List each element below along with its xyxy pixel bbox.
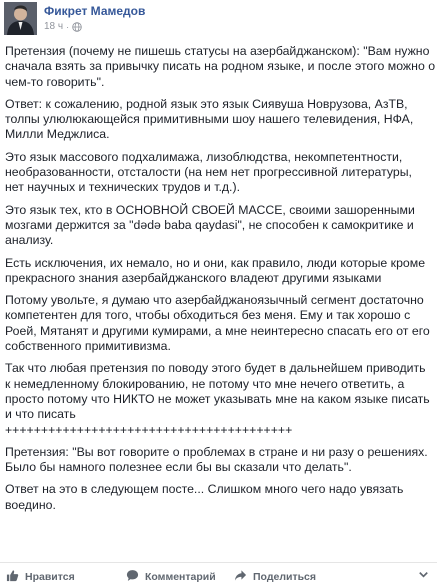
post-text-line: ++++++++++++++++++++++++++++++++++++++++	[5, 422, 293, 437]
post-text-line: Ответ: к сожалению, родной язык это язык Сиявуша Новрузова, АзТВ,	[5, 96, 408, 111]
comment-label: Комментарий	[145, 571, 216, 583]
post-text-line: воедино.	[5, 497, 56, 512]
post-text-line: и что писать	[5, 407, 76, 422]
post-paragraph	[5, 203, 437, 249]
post-text-line: мозгами держится за "dədə baba qaydasi", не способен к самокритике и	[5, 217, 414, 232]
post-text-line: Это язык массового подхалимажа, лизоблюдства, некомпетентности,	[5, 149, 403, 164]
avatar[interactable]	[4, 2, 37, 35]
post-body	[5, 44, 437, 520]
share-label: Поделиться	[253, 571, 317, 583]
post-paragraph	[5, 97, 437, 143]
post-text-line: Ответ на это в следующем посте... Слишком много чего надо увязать	[5, 482, 404, 497]
post-text-line: Претензия: "Вы вот говорите о проблемах в стране и ни разу о решениях.	[5, 444, 428, 459]
post-paragraph	[5, 293, 437, 354]
post-text-line: необразованности, отсталости (на нем нет прогрессивной литературы,	[5, 165, 412, 180]
post-text-line: Так что любая претензия по поводу этого будет в дальнейшем приводить	[5, 361, 426, 376]
comment-icon	[126, 569, 139, 585]
post-meta	[44, 21, 82, 32]
post-time[interactable]: 18 ч	[44, 21, 64, 32]
post-text-line: сначала взять за привычку писать на родном языке, и после этого можно о	[5, 59, 436, 74]
action-bar	[0, 562, 437, 588]
like-button[interactable]	[6, 569, 75, 585]
audience-menu-button[interactable]	[417, 568, 430, 584]
post-paragraph	[5, 361, 437, 437]
post-text-line: Милли Меджлиса.	[5, 127, 110, 142]
separator-dot: ·	[66, 21, 70, 32]
post-text-line: Претензия (почему не пишешь статусы на азербайджанском): "Вам нужно	[5, 44, 430, 58]
post-text-line: анализу.	[5, 233, 54, 248]
post-paragraph	[5, 482, 437, 513]
globe-icon	[72, 22, 82, 32]
post-text-line: собственного примитивизма.	[5, 339, 171, 354]
author-name[interactable]: Фикрет Мамедов	[44, 4, 146, 18]
post-text-line: Было бы намного полезнее если бы вы сказали что делать".	[5, 460, 352, 475]
post-paragraph	[5, 44, 437, 90]
post-text-line: Это язык тех, кто в ОСНОВНОЙ СВОЕЙ МАССЕ, своими зашоренными	[5, 202, 415, 217]
post-text-line: Есть исключения, их немало, но и они, как правило, люди которые кроме	[5, 255, 426, 270]
thumbs-up-icon	[6, 569, 19, 585]
post-text-line: компетентен для того, чтобы обходиться без меня. Ему и так хорошо с	[5, 308, 411, 323]
post-paragraph	[5, 256, 437, 287]
post-header	[0, 0, 437, 40]
chevron-down-icon	[417, 568, 430, 584]
share-arrow-icon	[234, 569, 247, 585]
post-paragraph	[5, 445, 437, 476]
post-text-line: к немедленному блокированию, не потому что мне нечего ответить, а	[5, 376, 405, 391]
comment-button[interactable]	[126, 569, 216, 585]
post-text-line: просто потому что НИКТО не может указывать мне на каком языке писать	[5, 391, 430, 406]
like-label: Нравится	[25, 571, 75, 583]
post-text-line: толпы улюлюкающейся примитивными шоу нашего телевидения, НФА,	[5, 112, 414, 127]
post-text-line: Роей, Мятанят и другими кумирами, а мне неинтересно спасать его от его	[5, 323, 430, 338]
share-button[interactable]	[234, 569, 316, 585]
post-text-line: Потому увольте, я думаю что азербайджаноязычный сегмент достаточно	[5, 293, 424, 308]
post-text-line: чем-то говорить".	[5, 74, 105, 89]
post-text-line: прекрасного знания азербайджанского владеют другими языками	[5, 270, 382, 285]
post-paragraph	[5, 150, 437, 196]
post-text-line: нет научных и технических трудов и т.д.).	[5, 180, 240, 195]
